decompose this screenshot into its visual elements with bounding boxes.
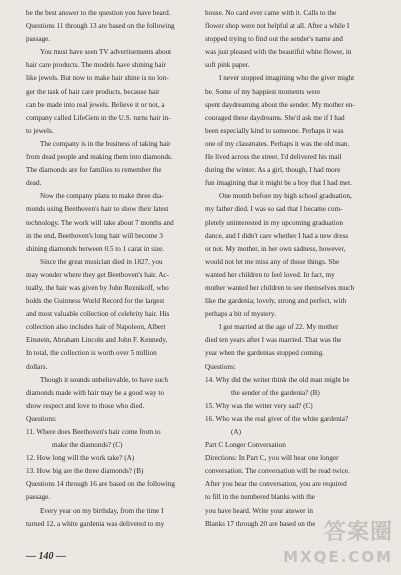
text-line: mother wanted her children to see themselves much <box>205 283 355 292</box>
text-line: collection also includes hair of Napoleon, Albert <box>26 323 166 332</box>
text-line: can be made into real jewels. Believe it or not, a <box>26 100 165 109</box>
text-line: pletely uninterested in my upcoming graduation <box>205 218 343 227</box>
text-line: Directions: In Part C, you will hear one longer <box>205 454 339 463</box>
text-line: passage. <box>26 493 51 502</box>
text-line: year when the gardenias stopped coming. <box>205 349 324 358</box>
text-line: In total, the collection is worth over 5 million <box>26 349 157 358</box>
text-line: like jewels. But now to make hair shine is no lon- <box>26 74 169 83</box>
watermark-sub: MXQE.COM <box>283 548 393 566</box>
text-line: 16. Who was the real giver of the white gardenia? <box>205 414 349 423</box>
text-line: The diamonds are for families to remember the <box>26 166 162 175</box>
watermark-main: 答案圈 <box>323 520 393 545</box>
text-line: may wonder where they get Beethoven's hair. Ac- <box>26 270 170 279</box>
text-line: my father died. I was so sad that I became com- <box>205 205 343 214</box>
text-line: dance, and I didn't care whether I had a new dress <box>205 231 349 240</box>
text-line: would not let me miss any of those things. She <box>205 257 340 266</box>
text-line: Questions 14 through 16 are based on the following <box>26 480 175 489</box>
text-line: After you hear the conversation, you are required <box>205 480 347 489</box>
text-line: flower shop were not helpful at all. After a while I <box>205 22 350 31</box>
text-line: perhaps a bit of mystery. <box>205 310 276 319</box>
text-line: to fill in the numbered blanks with the <box>205 493 315 502</box>
text-line: couraged these daydreams. She'd ask me if I had <box>205 113 345 122</box>
text-line: during the winter. As a girl, though, I had more <box>205 166 341 175</box>
text-line: and most valuable collection of celebrity hair. His <box>26 310 170 319</box>
text-line: 11. Where does Beethoven's hair come from to <box>26 428 161 436</box>
text-line: spent daydreaming about the sender. My mother en- <box>205 100 355 109</box>
text-line: be. Some of my happiest moments were <box>205 87 321 96</box>
text-line: Now the company plans to make three dia- <box>40 192 164 201</box>
text-line: Since the great musician died in 1827, you <box>40 257 163 266</box>
right-column <box>205 7 379 531</box>
text-line: ger the task of hair care products, because hair <box>26 87 160 96</box>
text-line: one of my classmates. Perhaps it was the old man. <box>205 139 350 148</box>
text-line: You must have seen TV advertisements about <box>40 48 172 57</box>
text-line: shining diamonds between 0.5 to 1 carat in size. <box>26 244 165 253</box>
text-line: passage. <box>26 35 51 44</box>
text-line: in the end, Beethoven's long hair will become 3 <box>26 231 163 240</box>
text-line: you have heard. Write your answer in <box>205 506 313 515</box>
watermark-logo <box>283 521 393 569</box>
text-line: dollars. <box>26 362 48 371</box>
text-line: Blanks 17 through 20 are based on the <box>205 519 316 528</box>
text-line: technology. The work will take about 7 months and <box>26 218 174 227</box>
text-line: stopped trying to find out the sender's name and <box>205 35 343 44</box>
text-line: conversation. The conversation will be read twice. <box>205 467 350 476</box>
text-line: 13. How big are the three diamonds? (B) <box>26 467 144 476</box>
text-line: I got married at the age of 22. My mother <box>219 323 339 332</box>
text-line: (A) <box>231 428 241 436</box>
text-line: make the diamonds? (C) <box>52 441 123 450</box>
text-line: Questions: <box>205 362 236 371</box>
text-line: like the gardenia; lovely, strong and perfect, with <box>205 297 347 306</box>
text-line: be the best answer to the question you have heard. <box>26 9 171 17</box>
text-line: house. No card ever came with it. Calls to the <box>205 9 337 17</box>
text-line: wanted her children to feel loved. In fact, my <box>205 270 335 279</box>
text-line: Questions: <box>26 414 57 423</box>
text-line: 12. How long will the work take? (A) <box>26 454 135 463</box>
text-line: Though it sounds unbelievable, to have such <box>40 375 168 384</box>
text-line: Every year on my birthday, from the time I <box>40 506 164 515</box>
text-line: fun imagining that it might be a boy that I had met. <box>205 179 352 188</box>
text-line: died ten years after I was married. That was the <box>205 336 342 345</box>
text-line: company called LifeGem in the U.S. turns hair in- <box>26 113 171 122</box>
text-line: was just pleased with the beautiful white flower, in <box>205 48 352 57</box>
text-line: to jewels. <box>26 126 54 135</box>
text-line: Part C Longer Conversation <box>205 441 286 450</box>
left-column <box>26 7 198 531</box>
text-line: diamonds made with hair may be a good way to <box>26 388 164 397</box>
text-line: tually, the hair was given by John Reznikoff, who <box>26 283 169 292</box>
text-line: soft pink paper. <box>205 61 250 70</box>
text-line: been especially kind to someone. Perhaps it was <box>205 126 344 135</box>
text-line: or not. My mother, in her own sadness, however, <box>205 244 346 253</box>
page-number: — 140 — <box>26 551 66 562</box>
text-line: He lived across the street. I'd delivered his mail <box>205 153 342 162</box>
text-line: 14. Why did the writer think the old man might be <box>205 375 350 384</box>
text-line: Einstein, Abraham Lincoln and John F. Kennedy. <box>26 336 168 345</box>
text-line: The company is in the business of taking hair <box>40 139 171 148</box>
text-line: hair care products. The models have shining hair <box>26 61 166 70</box>
text-line: One month before my high school graduation, <box>219 192 352 201</box>
text-line: dead. <box>26 179 42 188</box>
text-line: Questions 11 through 13 are based on the following <box>26 22 175 31</box>
text-line: monds using Beethoven's hair to show their latest <box>26 205 169 214</box>
text-line: turned 12, a white gardenia was delivered to my <box>26 519 165 528</box>
text-line: I never stopped imagining who the giver might <box>219 74 355 83</box>
text-line: show respect and love to those who died. <box>26 401 145 410</box>
text-line: the sender of the gardenia? (B) <box>231 388 320 397</box>
text-line: holds the Guinness World Record for the largest <box>26 297 165 306</box>
text-line: from dead people and making them into diamonds. <box>26 153 173 162</box>
text-line: 15. Why was the writer very sad? (C) <box>205 401 313 410</box>
